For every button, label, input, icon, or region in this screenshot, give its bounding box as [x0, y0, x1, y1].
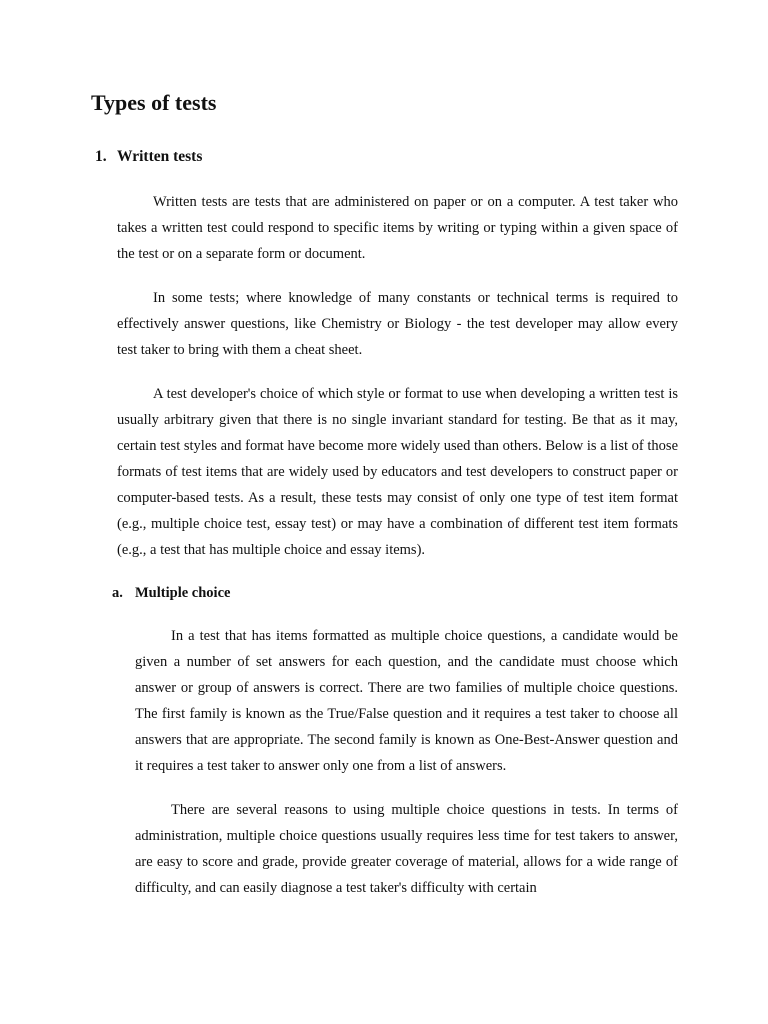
page-title: Types of tests	[91, 90, 217, 115]
section-heading	[95, 145, 202, 169]
paragraph-multiple-choice-reasons: There are several reasons to using multiple choice questions in tests. In terms of administration, multiple choice questions usually requires less time for test takers to answer, are easy to score and grade, provide greater coverage of material, allows for a wide range of difficulty, and can easily diagnose a test taker's difficulty with certain	[135, 802, 678, 896]
subsection-letter: a.	[112, 585, 123, 601]
paragraph-cheat-sheet: In some tests; where knowledge of many constants or technical terms is required to effectively answer questions, like Chemistry or Biology - the test developer may allow every test taker to bring with them a cheat sheet.	[117, 290, 678, 358]
section-title: Written tests	[117, 148, 203, 165]
paragraph-written-tests-intro: Written tests are tests that are administered on paper or on a computer. A test taker who takes a written test could respond to specific items by writing or typing within a given space of the test or on a separate form or document.	[117, 194, 678, 262]
paragraph-multiple-choice-definition: In a test that has items formatted as multiple choice questions, a candidate would be given a number of set answers for each question, and the candidate must choose which answer or group of answers is correct. There are two families of multiple choice questions. The first family is known as the True/False question and it requires a test taker to choose all answers that are appropriate. The second family is known as One-Best-Answer question and it requires a test taker to answer only one from a list of answers.	[135, 628, 678, 774]
paragraph-test-formats: A test developer's choice of which style or format to use when developing a written test is usually arbitrary given that there is no single invariant standard for testing. Be that as it may, certain test styles and format have become more widely used than others. Below is a list of those formats of test items that are widely used by educators and test developers to construct paper or computer-based tests. As a result, these tests may consist of only one type of test item format (e.g., multiple choice test, essay test) or may have a combination of different test item formats (e.g., a test that has multiple choice and essay items).	[117, 386, 678, 558]
section-number: 1.	[95, 148, 107, 165]
subsection-title: Multiple choice	[135, 585, 231, 601]
subsection-heading	[112, 581, 230, 605]
